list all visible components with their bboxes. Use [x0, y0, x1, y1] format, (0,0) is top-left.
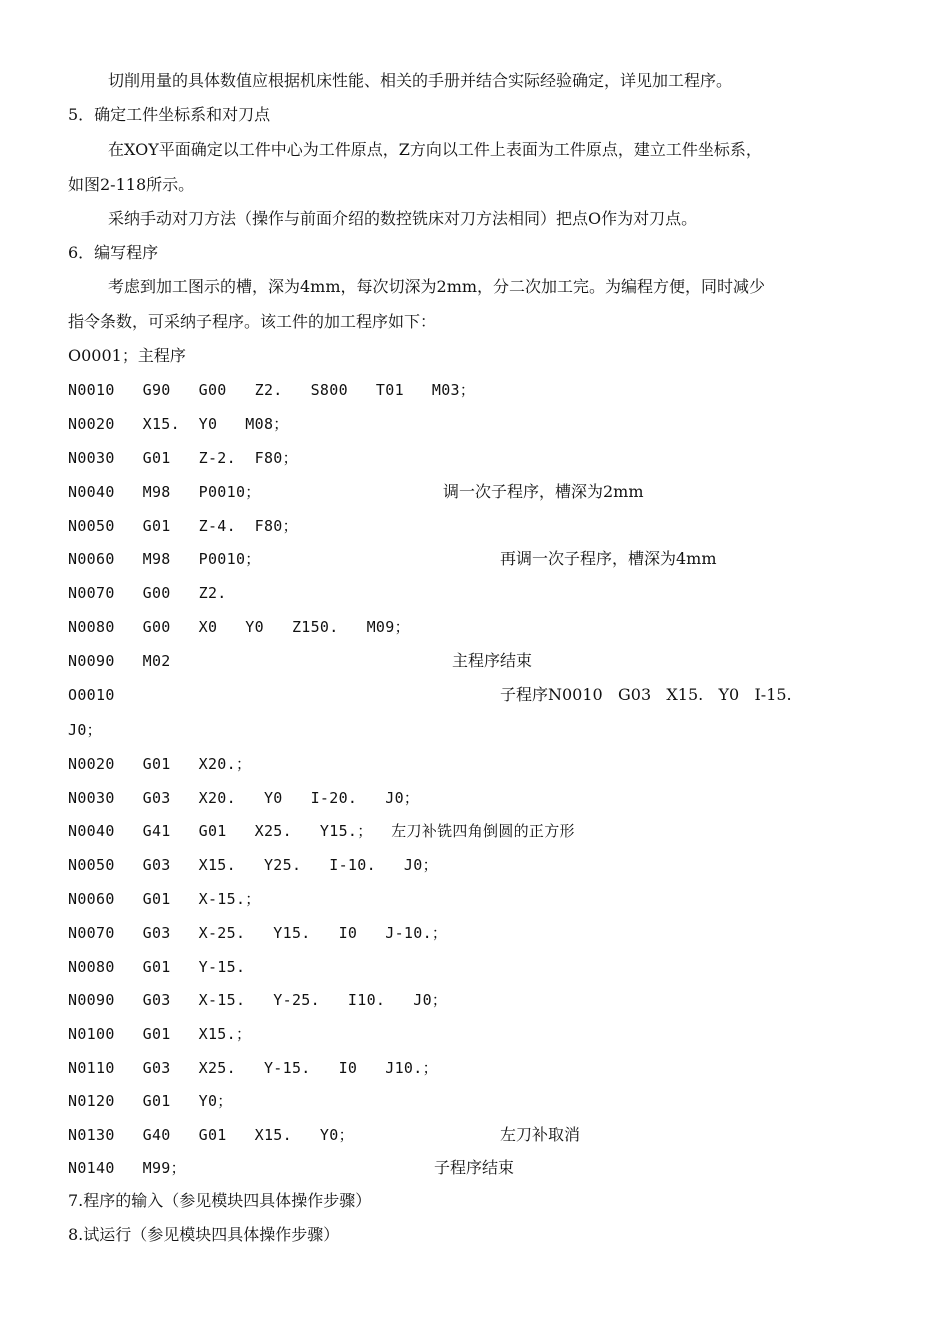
code-line: N0080 G01 Y-15. [68, 958, 246, 976]
code-line: N0030 G01 Z-2. F80； [68, 449, 298, 467]
code-comment: 左刀补取消 [500, 1125, 581, 1144]
code-comment: 子程序N0010 G03 X15. Y0 I-15. [500, 685, 792, 704]
paragraph-coordinate-2: 如图2-118所示。 [68, 175, 195, 194]
paragraph-program-1: 考虑到加工图示的槽，深为4mm，每次切深为2mm，分二次加工完。为编程方便，同时减少 [108, 277, 766, 296]
code-line: N0050 G03 X15. Y25. I-10. J0； [68, 856, 438, 874]
code-line: N0040 M98 P0010； [68, 483, 261, 501]
main-program-title: O0001；主程序 [68, 346, 186, 365]
code-line: N0120 G01 Y0； [68, 1092, 233, 1110]
code-line: N0050 G01 Z-4. F80； [68, 517, 298, 535]
code-line: N0090 G03 X-15. Y-25. I10. J0； [68, 991, 448, 1009]
code-line: N0030 G03 X20. Y0 I-20. J0； [68, 789, 420, 807]
subprogram-title: O0010 [68, 686, 115, 704]
code-comment: 子程序结束 [434, 1158, 515, 1177]
paragraph-coordinate-1: 在XOY平面确定以工件中心为工件原点，Z方向以工件上表面为工件原点，建立工件坐标系， [108, 140, 762, 159]
code-line: N0140 M99； [68, 1159, 186, 1177]
paragraph-program-2: 指令条数，可采纳子程序。该工件的加工程序如下： [68, 312, 437, 331]
heading-section-7: 7.程序的输入（参见模块四具体操作步骤） [68, 1191, 372, 1210]
code-line: N0060 G01 X-15.； [68, 890, 261, 908]
code-line: N0080 G00 X0 Y0 Z150. M09； [68, 618, 410, 636]
code-line: N0020 X15. Y0 M08； [68, 415, 289, 433]
code-comment: 主程序结束 [452, 651, 533, 670]
code-line: N0010 G90 G00 Z2. S800 T01 M03； [68, 381, 476, 399]
code-line: N0020 G01 X20.； [68, 755, 252, 773]
heading-section-6: 6．编写程序 [68, 243, 159, 262]
code-line: J0； [68, 721, 102, 739]
code-line: N0090 M02 [68, 652, 171, 670]
paragraph-tool-setting: 采纳手动对刀方法（操作与前面介绍的数控铣床对刀方法相同）把点O作为对刀点。 [108, 209, 698, 228]
code-line: N0040 G41 G01 X25. Y15.； 左刀补铣四角倒圆的正方形 [68, 822, 575, 840]
paragraph-cutting-params: 切削用量的具体数值应根据机床性能、相关的手册并结合实际经验确定，详见加工程序。 [108, 71, 733, 90]
code-comment: 再调一次子程序，槽深为4mm [500, 549, 717, 568]
code-line: N0110 G03 X25. Y-15. I0 J10.； [68, 1059, 438, 1077]
code-comment: 调一次子程序，槽深为2mm [443, 482, 644, 501]
code-line: N0070 G03 X-25. Y15. I0 J-10.； [68, 924, 448, 942]
code-line: N0100 G01 X15.； [68, 1025, 252, 1043]
code-line: N0060 M98 P0010； [68, 550, 261, 568]
heading-section-8: 8.试运行（参见模块四具体操作步骤） [68, 1225, 340, 1244]
heading-section-5: 5．确定工件坐标系和对刀点 [68, 105, 271, 124]
code-line: N0130 G40 G01 X15. Y0； [68, 1126, 354, 1144]
code-line: N0070 G00 Z2. [68, 584, 227, 602]
